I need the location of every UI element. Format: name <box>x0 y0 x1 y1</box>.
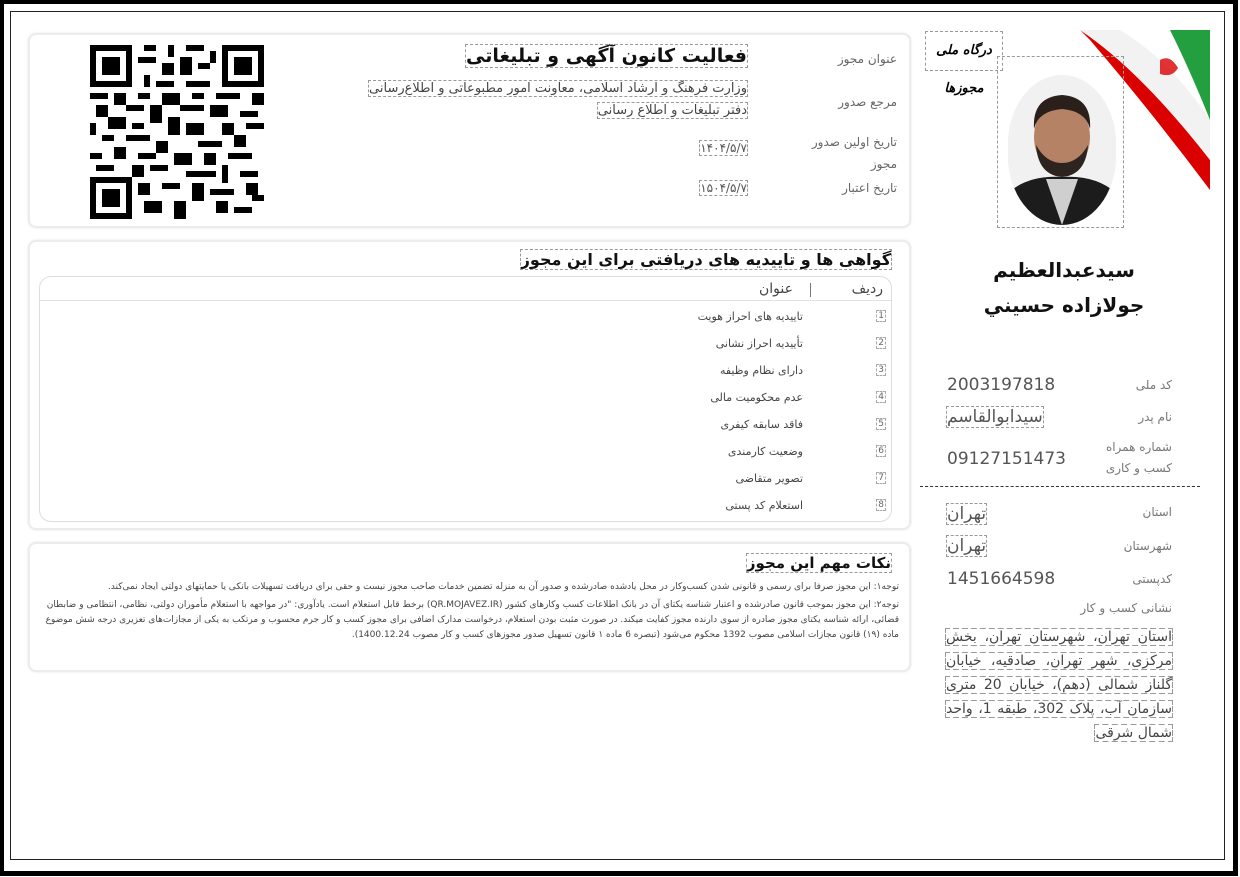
table-row <box>40 467 891 494</box>
certificates-table <box>39 276 892 522</box>
notes-title: نکات مهم این مجوز <box>746 554 891 572</box>
table-row <box>40 332 891 359</box>
table-row <box>40 494 891 521</box>
section-divider <box>920 486 1200 487</box>
county-value: تهران <box>947 536 987 556</box>
first-issue-date: ۱۴۰۴/۵/۷ <box>700 141 747 155</box>
row-title: فاقد سابقه کیفری <box>720 418 803 431</box>
father-name-label: نام پدر <box>1138 410 1172 424</box>
note-2: توجه۲: این مجوز بموجب قانون صادرشده و اعتبار شناسه یکتای آن در بانک اطلاعات کسب وکارهای کشور (QR.MOJAVEZ.IR) برخط قابل استعلام است. یادآوری: "در مواجهه با استعلام مأموران دولتی، نظامی، انتظامی و ضابطان قضائی، ارائه شناسه یکتای مجوز صادره از سوی دارنده مجوز کفایت میکند. در صورت مثبت بودن استعلام، درخواست مدارک اضافی برای مجوز کسب و کار جرم محسوب و مرتکب به یکی از مجازات‌های تعزیری درجه شش موضوع ماده (۱۹) قانون مجازات اسلامی مصوب 1392 محکوم می‌شود (تبصره 6 ماده ۱ قانون تسهیل صدور مجوزهای کسب و کار مصوب 1400.12.24). <box>45 600 899 640</box>
certificates-card <box>28 240 911 530</box>
validity-date: ۱۵۰۴/۵/۷ <box>700 181 747 195</box>
note-1: توجه۱: این مجوز صرفا برای رسمی و قانونی شدن کسب‌وکار در محل یادشده صادرشده و صدور آن به منزله تضمین خدمات صاحب مجوز نیست و حقی برای دریافت تسهیلات بانکی یا حمایتهای دولتی ایجاد نمی‌کند. <box>107 582 899 592</box>
issuer-line-2: دفتر تبلیغات و اطلاع رسانی <box>597 103 747 118</box>
row-title: تصویر متقاضی <box>735 472 803 485</box>
column-separator <box>810 283 811 297</box>
license-title-label: عنوان مجوز <box>837 52 897 66</box>
table-header <box>40 277 891 301</box>
row-title: استعلام کد پستی <box>725 499 803 512</box>
certificates-title: گواهی ها و تاییدیه های دریافتی برای این مجوز <box>520 250 891 269</box>
holder-first-name: سیدعبدالعظیم <box>993 258 1135 282</box>
row-index: 6 <box>878 446 884 456</box>
column-header-index: ردیف <box>851 281 883 297</box>
table-row <box>40 413 891 440</box>
holder-photo <box>1008 75 1116 225</box>
table-row <box>40 386 891 413</box>
row-index: 3 <box>878 365 884 375</box>
mobile-label-line1: شماره همراه <box>1105 440 1172 454</box>
first-issue-label: تاریخ اولین صدور مجوز <box>811 135 897 171</box>
row-index: 7 <box>878 473 884 483</box>
row-title: دارای نظام وظیفه <box>719 364 803 377</box>
validity-label: تاریخ اعتبار <box>842 181 897 195</box>
address-label: نشانی کسب و کار <box>1080 601 1172 615</box>
mobile-value: 09127151473 <box>947 449 1066 469</box>
row-title: عدم محکومیت مالی <box>710 391 803 404</box>
province-value: تهران <box>947 504 987 524</box>
qr-code-icon <box>90 45 264 219</box>
row-title: تاییدیه های احراز هویت <box>697 310 803 323</box>
row-index: 2 <box>878 338 884 348</box>
issuer-label: مرجع صدور <box>838 95 897 109</box>
holder-last-name: جولازاده حسيني <box>983 293 1145 317</box>
national-id-label: کد ملی <box>1135 378 1172 392</box>
row-index: 1 <box>878 311 884 321</box>
notes-body <box>42 580 899 646</box>
postal-code-value: 1451664598 <box>947 569 1056 589</box>
column-header-title: عنوان <box>759 281 793 297</box>
table-row <box>40 359 891 386</box>
row-index: 4 <box>878 392 884 402</box>
business-address <box>946 625 1172 745</box>
issuer-line-1: وزارت فرهنگ و ارشاد اسلامی، معاونت امور مطبوعاتی و اطلاع‌رسانی <box>369 81 747 96</box>
table-row <box>40 440 891 467</box>
license-info-card <box>28 33 911 228</box>
address-text: استان تهران، شهرستان تهران، بخش مرکزی، شهر تهران، صادقیه، خیابان گلناز شمالی (دهم)، خیابان 20 متری سازمان آب، پلاک 302، طبقه 1، واحد شمال شرقی <box>946 629 1173 741</box>
important-notes-card <box>28 542 911 672</box>
row-index: 5 <box>878 419 884 429</box>
father-name-value: سیدابوالقاسم <box>947 407 1043 427</box>
postal-code-label: کدپستی <box>1132 572 1172 586</box>
license-title: فعالیت کانون آگهی و تبلیغاتی <box>466 45 747 67</box>
county-label: شهرستان <box>1123 539 1172 553</box>
row-title: تأییدیه احراز نشانی <box>715 337 803 350</box>
mobile-label-line2: کسب و کاری <box>1105 461 1172 475</box>
portal-logo: درگاه ملی مجوزها <box>926 32 1002 70</box>
row-index: 8 <box>878 500 884 510</box>
row-title: وضعیت کارمندی <box>727 445 803 458</box>
national-id-value: 2003197818 <box>947 375 1056 395</box>
table-row <box>40 305 891 332</box>
province-label: استان <box>1142 505 1172 519</box>
